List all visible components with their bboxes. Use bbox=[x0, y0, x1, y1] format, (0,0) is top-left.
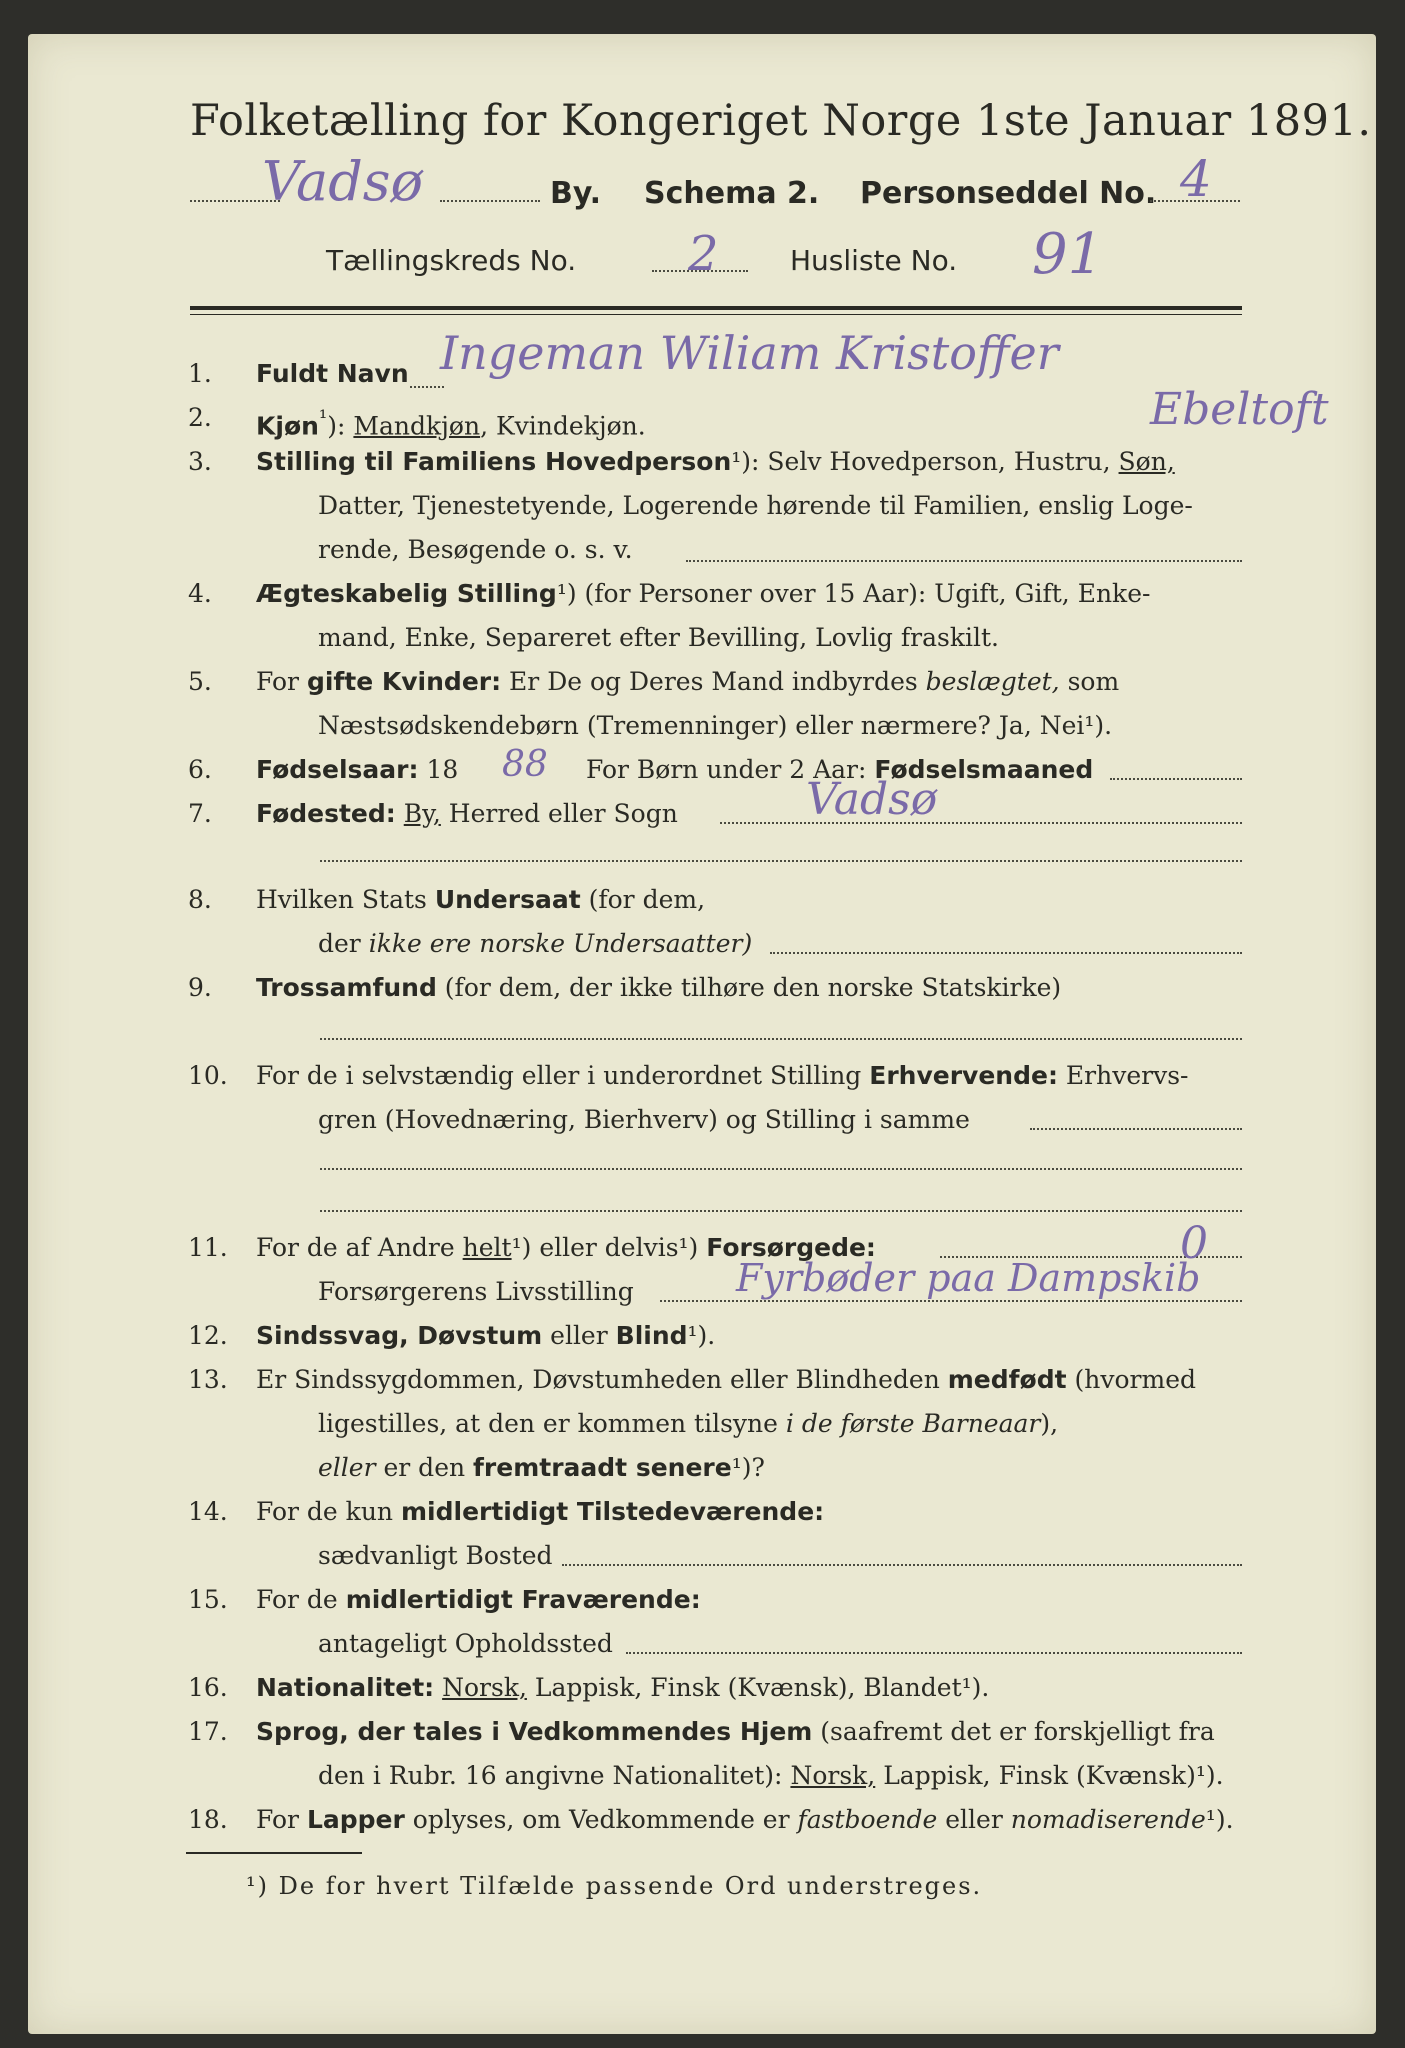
item-label: Erhvervende: bbox=[869, 1061, 1058, 1090]
item-label: Nationalitet: bbox=[256, 1673, 435, 1702]
item-label: Stilling til Familiens Hovedperson bbox=[256, 447, 732, 476]
dotted-line bbox=[770, 952, 1242, 954]
item-number: 5. bbox=[188, 667, 212, 696]
item-number: 14. bbox=[188, 1497, 228, 1526]
item-number: 17. bbox=[188, 1717, 228, 1746]
item-label: Sprog, der tales i Vedkommendes Hjem bbox=[256, 1717, 813, 1746]
dotted-line bbox=[320, 1038, 1242, 1040]
dotted-line bbox=[1150, 200, 1240, 202]
item-number: 8. bbox=[188, 885, 212, 914]
item-label: Sindssvag, Døvstum bbox=[256, 1321, 543, 1350]
option-mandkjon-underlined: Mandkjøn bbox=[353, 411, 481, 441]
item-number: 11. bbox=[188, 1233, 228, 1262]
dotted-line bbox=[410, 386, 444, 388]
dotted-line bbox=[562, 1564, 1242, 1566]
item-label: Trossamfund bbox=[256, 973, 437, 1002]
footnote-rule bbox=[186, 1852, 362, 1854]
item-label: Fødested: bbox=[256, 799, 396, 828]
option-by-underlined: By, bbox=[403, 799, 441, 828]
item-number: 2. bbox=[188, 403, 212, 432]
item-label: Fuldt Navn bbox=[256, 359, 409, 388]
item-number: 13. bbox=[188, 1365, 228, 1394]
supported-handwritten: 0 bbox=[1180, 1218, 1208, 1269]
item-label: Lapper bbox=[306, 1805, 405, 1834]
item-number: 12. bbox=[188, 1321, 228, 1350]
dotted-line bbox=[626, 1652, 1242, 1654]
option-son-underlined: Søn, bbox=[1118, 447, 1175, 476]
dotted-line bbox=[720, 822, 1242, 824]
birthyear-handwritten: 88 bbox=[502, 744, 548, 785]
item-label: Forsørgede: bbox=[706, 1233, 876, 1262]
husliste-label: Husliste No. bbox=[790, 244, 958, 277]
option-helt-underlined: helt bbox=[462, 1233, 512, 1262]
personseddel-label: Personseddel No. bbox=[860, 176, 1157, 211]
item-number: 7. bbox=[188, 799, 212, 828]
form-title: Folketælling for Kongeriget Norge 1ste Januar 1891. bbox=[190, 96, 1372, 146]
dotted-line bbox=[320, 1210, 1242, 1212]
dotted-line bbox=[320, 860, 1242, 862]
item-label: Kjøn bbox=[256, 411, 319, 441]
header-rule bbox=[190, 306, 1242, 310]
provider-occupation-handwritten: Fyrbøder paa Dampskib bbox=[736, 1256, 1201, 1300]
item-label: Ægteskabelig Stilling bbox=[256, 579, 557, 608]
dotted-line bbox=[320, 1168, 1242, 1170]
item-label: Undersaat bbox=[434, 885, 581, 914]
item-number: 4. bbox=[188, 579, 212, 608]
name-handwritten-2: Ebeltoft bbox=[1150, 384, 1329, 435]
personseddel-handwritten: 4 bbox=[1180, 150, 1212, 208]
item-label: gifte Kvinder: bbox=[306, 667, 502, 696]
taellingskreds-label: Tællingskreds No. bbox=[326, 244, 577, 277]
item-number: 1. bbox=[188, 359, 212, 388]
option-norsk-underlined: Norsk, bbox=[790, 1761, 876, 1790]
name-handwritten: Ingeman Wiliam Kristoffer bbox=[440, 326, 1059, 380]
footnote-mark: ¹ bbox=[318, 406, 328, 430]
item-number: 3. bbox=[188, 447, 212, 476]
header-rule-thin bbox=[190, 314, 1242, 315]
item-number: 9. bbox=[188, 973, 212, 1002]
item-label: medfødt bbox=[947, 1365, 1067, 1394]
item-number: 16. bbox=[188, 1673, 228, 1702]
by-label: By. bbox=[550, 176, 602, 211]
footnote: ¹) De for hvert Tilfælde passende Ord understreges. bbox=[246, 1872, 983, 1900]
item-label: midlertidigt Tilstedeværende: bbox=[400, 1497, 825, 1526]
item-6-rest: For Børn under 2 Aar: Fødselsmaaned bbox=[586, 755, 1094, 784]
birthplace-handwritten: Vadsø bbox=[806, 774, 938, 825]
item-label: Fødselsaar: bbox=[256, 755, 419, 784]
item-number: 6. bbox=[188, 755, 212, 784]
husliste-handwritten: 91 bbox=[1032, 222, 1104, 287]
schema-label: Schema 2. bbox=[644, 176, 820, 211]
option-norsk-underlined: Norsk, bbox=[442, 1673, 527, 1702]
dotted-line bbox=[440, 200, 540, 202]
dotted-line bbox=[660, 1300, 1242, 1302]
taellingskreds-handwritten: 2 bbox=[688, 226, 719, 282]
dotted-line bbox=[1110, 778, 1242, 780]
item-label: midlertidigt Fraværende: bbox=[345, 1585, 701, 1614]
item-number: 10. bbox=[188, 1061, 228, 1090]
dotted-line bbox=[1030, 1128, 1242, 1130]
city-handwritten: Vadsø bbox=[262, 150, 424, 213]
dotted-line bbox=[686, 560, 1242, 562]
item-number: 15. bbox=[188, 1585, 228, 1614]
item-number: 18. bbox=[188, 1805, 228, 1834]
